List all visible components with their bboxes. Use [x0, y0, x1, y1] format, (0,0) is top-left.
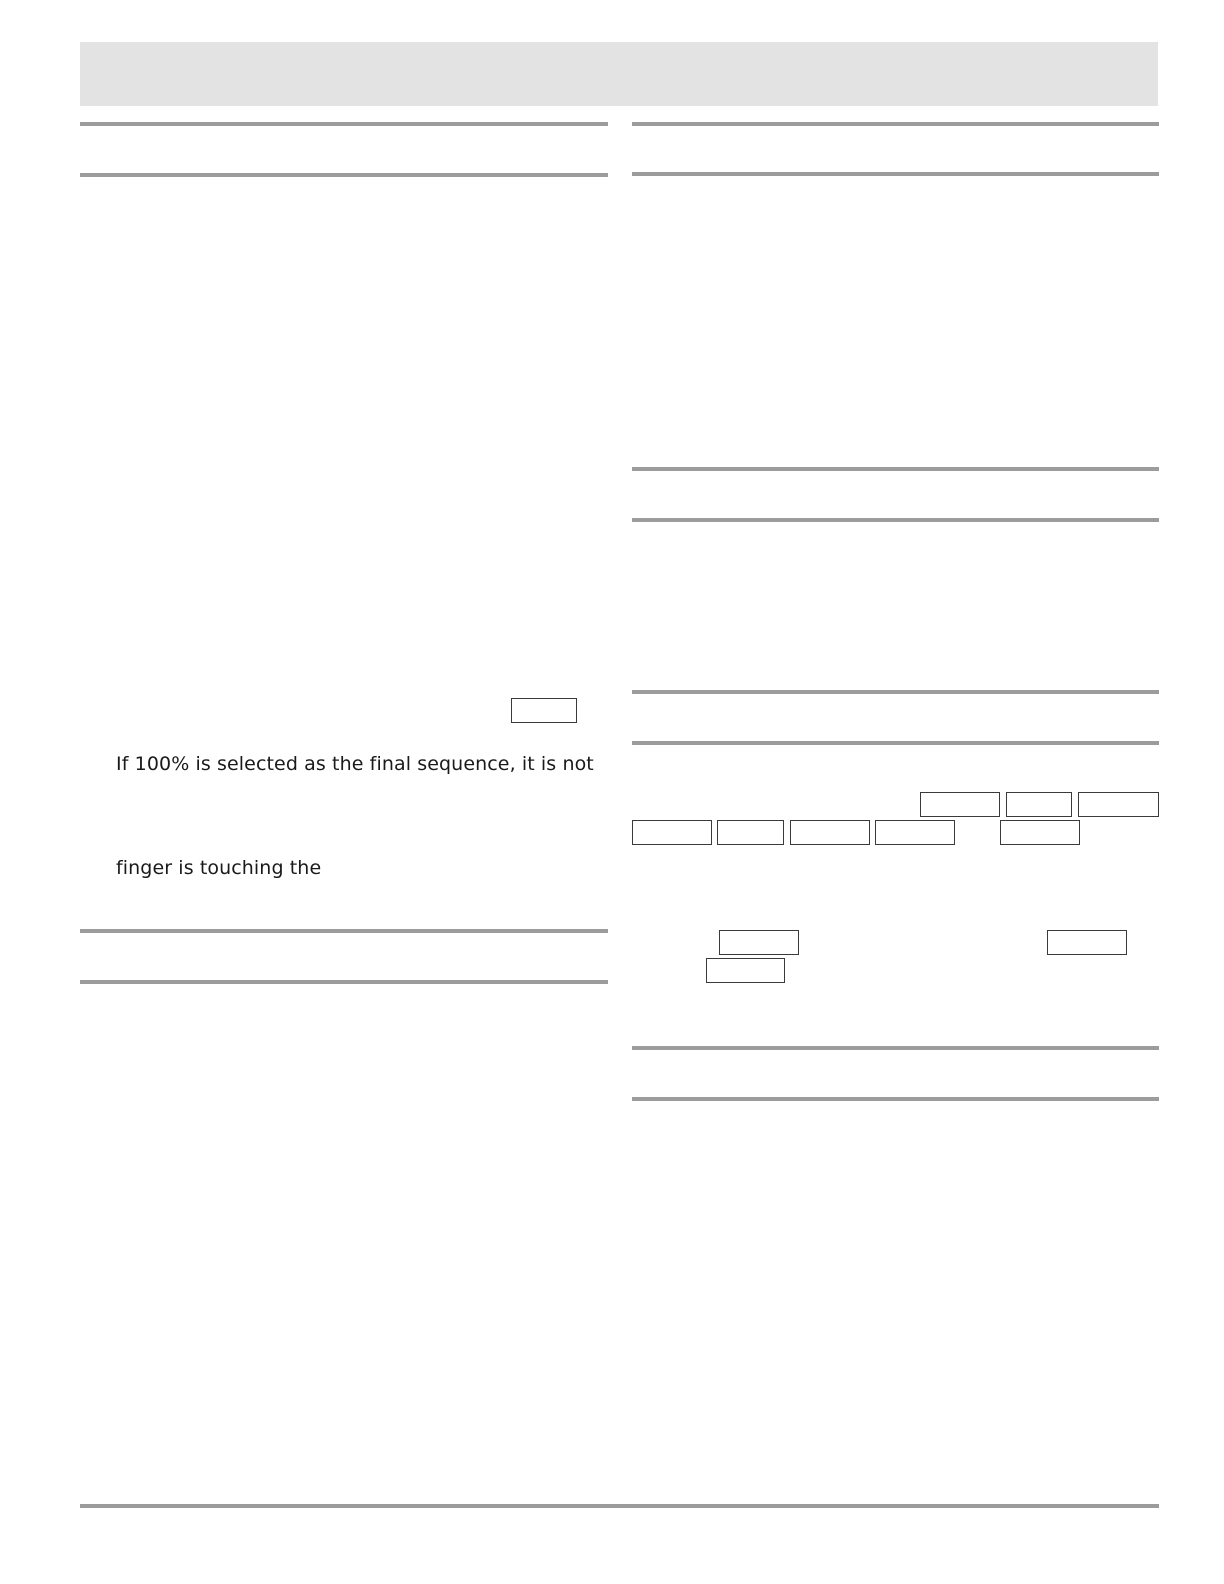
key-box: [1000, 820, 1080, 845]
right-section-rule-top-4: [632, 1046, 1159, 1050]
left-section-rule-bottom-2: [80, 980, 608, 984]
right-section-rule-top-1: [632, 122, 1159, 126]
right-section-rule-top-3: [632, 690, 1159, 694]
left-section-rule-top-1: [80, 122, 608, 126]
note-line-1: If 100% is selected as the final sequence, it is not: [116, 753, 594, 775]
key-box: [511, 698, 577, 723]
key-box: [1078, 792, 1159, 817]
right-section-rule-bottom-3: [632, 741, 1159, 745]
key-box: [1006, 792, 1072, 817]
right-section-rule-bottom-1: [632, 172, 1159, 176]
left-section-rule-bottom-1: [80, 173, 608, 177]
key-box: [717, 820, 784, 845]
note-line-2: finger is touching the: [116, 857, 322, 879]
key-box: [632, 820, 712, 845]
key-box: [706, 958, 785, 983]
right-section-rule-top-2: [632, 467, 1159, 471]
right-section-rule-bottom-4: [632, 1097, 1159, 1101]
key-box: [920, 792, 1000, 817]
key-box: [1047, 930, 1127, 955]
footer-rule: [80, 1504, 1159, 1508]
key-box: [719, 930, 799, 955]
header-band: [80, 42, 1158, 106]
left-section-rule-top-2: [80, 929, 608, 933]
right-section-rule-bottom-2: [632, 518, 1159, 522]
key-box: [875, 820, 955, 845]
key-box: [790, 820, 870, 845]
